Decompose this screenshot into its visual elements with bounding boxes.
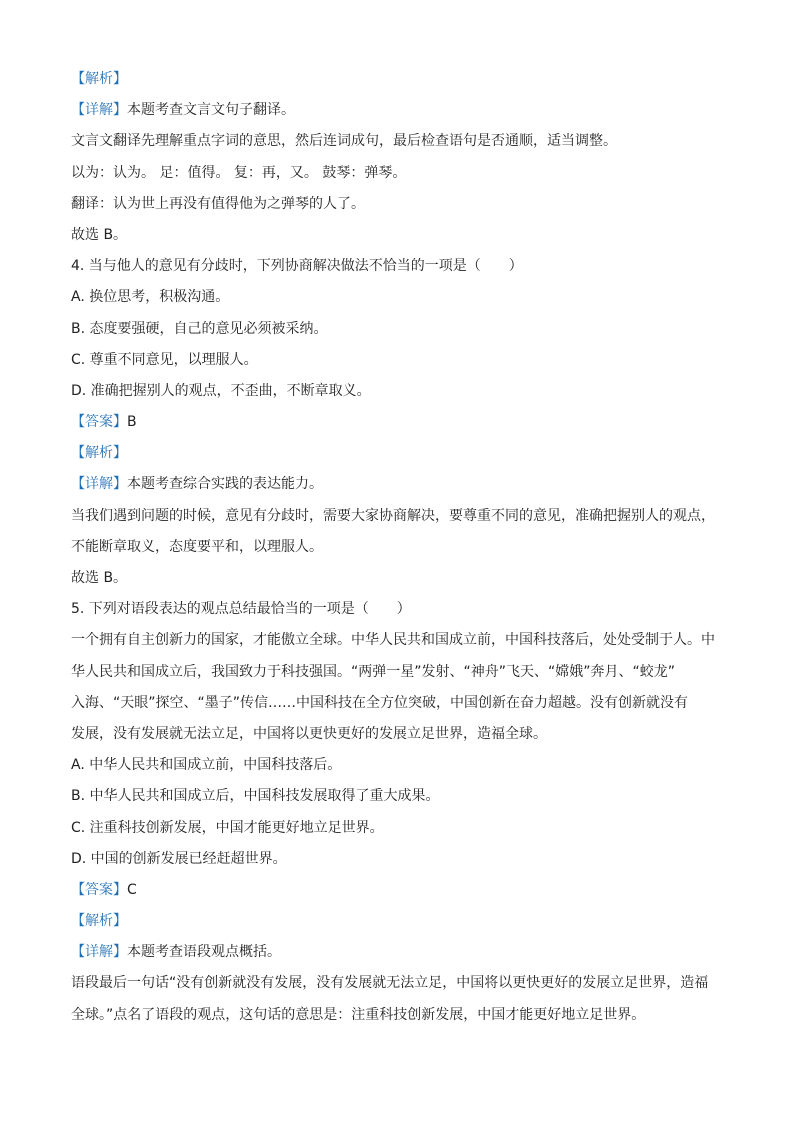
option-b: B. 态度要强硬，自己的意见必须被采纳。 bbox=[71, 320, 328, 337]
option-c: C. 注重科技创新发展，中国才能更好地立足世界。 bbox=[71, 819, 384, 836]
text-line: 翻译：认为世上再没有值得他为之弹琴的人了。 bbox=[71, 195, 365, 212]
option-a: A. 换位思考，积极沟通。 bbox=[71, 289, 230, 306]
option-b: B. 中华人民共和国成立后，中国科技发展取得了重大成果。 bbox=[71, 788, 440, 805]
text-line: 文言文翻译先理解重点字词的意思，然后连词成句，最后检查语句是否通顺，适当调整。 bbox=[71, 133, 617, 150]
section-label-analysis: 【解析】 bbox=[71, 445, 127, 462]
answer-line: 【答案】B bbox=[71, 414, 137, 431]
document-page bbox=[71, 64, 731, 1031]
option-c: C. 尊重不同意见，以理服人。 bbox=[71, 351, 258, 368]
answer-conclusion: 故选 B。 bbox=[71, 570, 128, 586]
section-label-analysis: 【解析】 bbox=[71, 71, 127, 87]
question-4-stem: 4. 当与他人的意见有分歧时，下列协商解决做法不恰当的一项是（ ） bbox=[71, 258, 523, 275]
detail-line: 【详解】本题考查文言文句子翻译。 bbox=[71, 102, 295, 119]
text-line: 以为：认为。 足：值得。 复：再，又。 鼓琴：弹琴。 bbox=[71, 164, 407, 181]
answer-line: 【答案】C bbox=[71, 881, 137, 898]
section-label-analysis: 【解析】 bbox=[71, 913, 127, 930]
detail-line: 【详解】本题考查语段观点概括。 bbox=[71, 944, 281, 961]
option-d: D. 准确把握别人的观点，不歪曲，不断章取义。 bbox=[71, 382, 371, 399]
text-line: 不能断章取义，态度要平和，以理服人。 bbox=[71, 538, 323, 555]
option-d: D. 中国的创新发展已经赶超世界。 bbox=[71, 850, 287, 867]
question-5-stem: 5. 下列对语段表达的观点总结最恰当的一项是（ ） bbox=[71, 601, 411, 618]
text-line: 当我们遇到问题的时候，意见有分歧时，需要大家协商解决，要尊重不同的意见，准确把握别人的观点， bbox=[71, 507, 715, 524]
text-line: 全球。”点名了语段的观点，这句话的意思是：注重科技创新发展，中国才能更好地立足世界。 bbox=[71, 1006, 646, 1023]
answer-conclusion: 故选 B。 bbox=[71, 226, 128, 243]
text-line: 语段最后一句话“没有创新就没有发展，没有发展就无法立足，中国将以更快更好的发展立足世界，造福 bbox=[71, 975, 709, 992]
option-a: A. 中华人民共和国成立前，中国科技落后。 bbox=[71, 757, 342, 774]
passage-line: 发展，没有发展就无法立足，中国将以更快更好的发展立足世界，造福全球。 bbox=[71, 725, 547, 742]
detail-line: 【详解】本题考查综合实践的表达能力。 bbox=[71, 476, 323, 493]
passage-line: 入海、“天眼”探空、“墨子”传信……中国科技在全方位突破，中国创新在奋力超越。没有创新就没有 bbox=[71, 694, 689, 711]
passage-line: 一个拥有自主创新力的国家，才能傲立全球。中华人民共和国成立前，中国科技落后，处处受制于人。中 bbox=[71, 632, 715, 649]
passage-line: 华人民共和国成立后，我国致力于科技强国。“两弹一星”发射、“神舟”飞天、“嫦娥”奔月、“蛟龙” bbox=[71, 663, 676, 680]
